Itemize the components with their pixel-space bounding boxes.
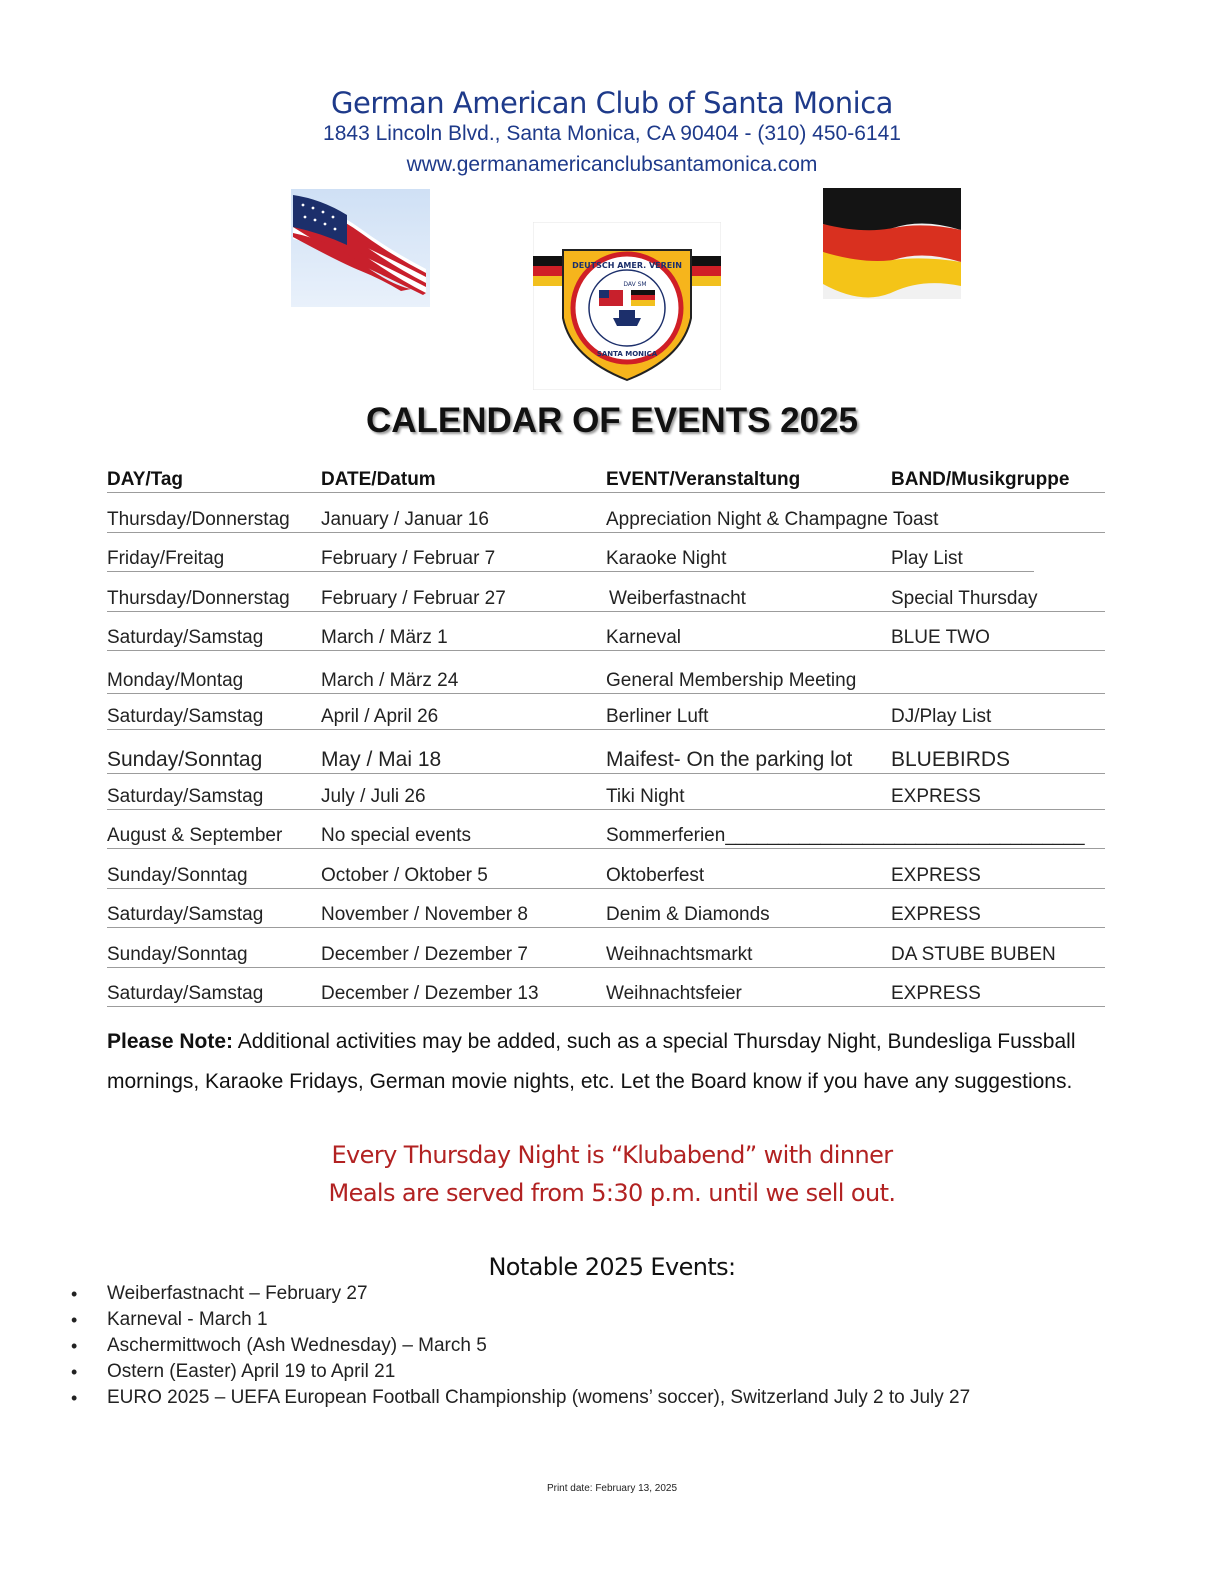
row-event: Appreciation Night & Champagne Toast [606, 509, 939, 530]
crest-ring-text-bottom: SANTA MONICA [596, 350, 658, 358]
list-item: • Ostern (Easter) April 19 to April 21 [71, 1359, 970, 1385]
row-date: January / Januar 16 [321, 509, 489, 530]
row-event: Denim & Diamonds [606, 904, 770, 925]
row-band: EXPRESS [891, 983, 981, 1004]
notable-events-heading: Notable 2025 Events: [488, 1253, 736, 1281]
row-day: Sunday/Sonntag [107, 865, 248, 886]
row-event: Berliner Luft [606, 706, 709, 727]
header-band: BAND/Musikgruppe [891, 469, 1070, 490]
table-row [107, 743, 1105, 774]
klubabend-promo-line2: Meals are served from 5:30 p.m. until we sell out. [328, 1179, 896, 1207]
row-event: Karneval [606, 627, 681, 648]
row-band: Special Thursday [891, 588, 1038, 609]
club-crest-icon [533, 222, 721, 390]
row-band: EXPRESS [891, 865, 981, 886]
row-band: BLUEBIRDS [891, 748, 1011, 771]
table-row [107, 858, 1105, 889]
header-day: DAY/Tag [107, 469, 184, 490]
row-event: Oktoberfest [606, 865, 705, 886]
header-event: EVENT/Veranstaltung [606, 469, 801, 490]
row-day: Saturday/Samstag [107, 706, 264, 727]
row-band: EXPRESS [891, 786, 981, 807]
list-item: • Aschermittwoch (Ash Wednesday) – March 5 [71, 1333, 970, 1359]
row-day: Saturday/Samstag [107, 627, 264, 648]
row-day: Friday/Freitag [107, 548, 225, 569]
row-day: Saturday/Samstag [107, 786, 264, 807]
table-row [107, 779, 1105, 810]
table-row [107, 581, 1105, 612]
row-band: DA STUBE BUBEN [891, 944, 1056, 965]
row-date: July / Juli 26 [321, 786, 426, 807]
table-row [107, 541, 1034, 572]
table-row [107, 937, 1105, 968]
row-event: Tiki Night [606, 786, 685, 807]
row-event: Sommerferien__________________________________ [606, 825, 1085, 846]
german-flag-icon [823, 188, 961, 299]
row-event: General Membership Meeting [606, 670, 857, 691]
row-band: DJ/Play List [891, 706, 992, 727]
crest-ring-text-top: DEUTSCH AMER. VEREIN [572, 261, 682, 270]
row-date: No special events [321, 825, 471, 846]
row-event: Maifest- On the parking lot [606, 748, 853, 771]
table-row [107, 976, 1105, 1007]
row-day: Saturday/Samstag [107, 904, 264, 925]
klubabend-promo-line1: Every Thursday Night is “Klubabend” with dinner [331, 1141, 893, 1169]
note-text: Additional activities may be added, such as a special Thursday Night, Bundesliga Fussball mornings, Karaoke Fridays, German movie nights, etc. Let the Board know if you have any suggestions. [107, 1030, 1076, 1093]
club-name: German American Club of Santa Monica [331, 86, 893, 120]
row-day: August & September [107, 825, 283, 846]
row-event: Weiberfastnacht [609, 588, 746, 609]
row-day: Monday/Montag [107, 670, 244, 691]
row-day: Thursday/Donnerstag [107, 588, 290, 609]
table-row [107, 699, 1105, 730]
row-band: EXPRESS [891, 904, 981, 925]
list-item: • EURO 2025 – UEFA European Football Championship (womens’ soccer), Switzerland July 2 to July 27 [71, 1385, 970, 1411]
document-title: CALENDAR OF EVENTS 2025 [365, 401, 859, 440]
table-row [107, 663, 1105, 694]
club-website: www.germanamericanclubsantamonica.com [406, 153, 818, 176]
row-date: April / April 26 [321, 706, 439, 727]
table-row [107, 818, 1105, 849]
row-event: Karaoke Night [606, 548, 727, 569]
table-row [107, 620, 1105, 651]
table-row [107, 897, 1105, 928]
row-day: Sunday/Sonntag [107, 748, 263, 771]
row-date: March / März 1 [321, 627, 448, 648]
row-band: BLUE TWO [891, 627, 990, 648]
list-item: • Weiberfastnacht – February 27 [71, 1281, 970, 1307]
club-address: 1843 Lincoln Blvd., Santa Monica, CA 90404 - (310) 450-6141 [323, 122, 901, 145]
list-item: • Karneval - March 1 [71, 1307, 970, 1333]
table-row [107, 502, 1105, 533]
row-date: February / Februar 27 [321, 588, 506, 609]
us-flag-icon [291, 189, 430, 307]
crest-monogram: DAV SM [623, 281, 647, 288]
row-date: December / Dezember 7 [321, 944, 528, 965]
row-date: October / Oktober 5 [321, 865, 488, 886]
row-date: December / Dezember 13 [321, 983, 539, 1004]
row-day: Saturday/Samstag [107, 983, 264, 1004]
notable-events-list [71, 1281, 970, 1411]
row-date: March / März 24 [321, 670, 459, 691]
table-header-row [107, 462, 1105, 493]
row-day: Thursday/Donnerstag [107, 509, 290, 530]
row-band: Play List [891, 548, 963, 569]
row-date: February / Februar 7 [321, 548, 496, 569]
print-date: Print date: February 13, 2025 [546, 1483, 678, 1494]
row-date: May / Mai 18 [321, 748, 442, 771]
header-date: DATE/Datum [321, 469, 436, 490]
note-label: Please Note: [107, 1030, 234, 1053]
please-note [107, 1022, 1117, 1102]
row-date: November / November 8 [321, 904, 528, 925]
row-event: Weihnachtsmarkt [606, 944, 753, 965]
row-event: Weihnachtsfeier [606, 983, 742, 1004]
row-day: Sunday/Sonntag [107, 944, 248, 965]
